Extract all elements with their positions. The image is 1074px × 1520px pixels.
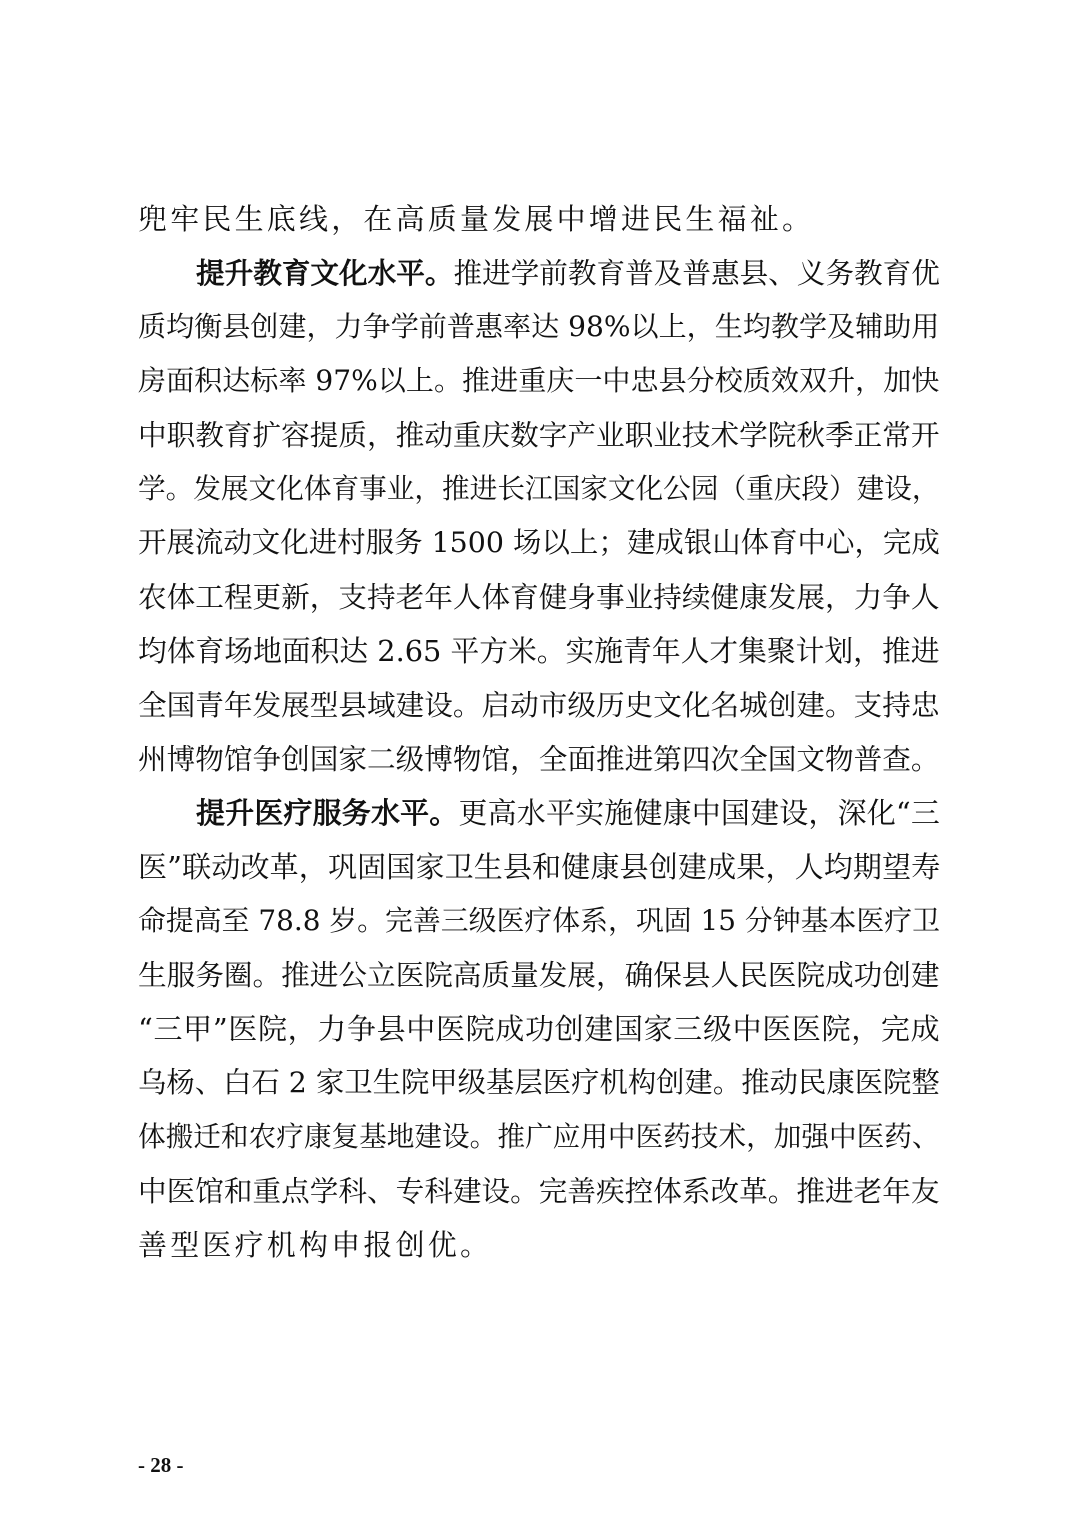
body-line-8: 农体工程更新，支持老年人体育健身事业持续健康发展，力争人 bbox=[138, 580, 940, 614]
body-line-9: 均体育场地面积达 2.65 平方米。实施青年人才集聚计划，推进 bbox=[138, 634, 940, 668]
page-number: - 28 - bbox=[138, 1453, 184, 1477]
heading-medical: 提升医疗服务水平。 bbox=[196, 796, 459, 830]
body-line-6: 学。发展文化体育事业，推进长江国家文化公园（重庆段）建设， bbox=[138, 472, 940, 505]
body-line-18: 体搬迁和农疗康复基地建设。推广应用中医药技术，加强中医药、 bbox=[138, 1120, 940, 1153]
paragraph-medical-first-line bbox=[138, 786, 940, 840]
body-line-1: 兜牢民生底线，在高质量发展中增进民生福祉。 bbox=[138, 202, 815, 236]
heading-education: 提升教育文化水平。 bbox=[196, 256, 454, 290]
body-line-4: 房面积达标率 97%以上。推进重庆一中忠县分校质效双升，加快 bbox=[138, 364, 940, 397]
document-body bbox=[138, 192, 940, 1272]
body-line-15: 生服务圈。推进公立医院高质量发展，确保县人民医院成功创建 bbox=[138, 958, 940, 992]
body-line-3: 质均衡县创建，力争学前普惠率达 98%以上，生均教学及辅助用 bbox=[138, 310, 940, 343]
body-line-11: 州博物馆争创国家二级博物馆，全面推进第四次全国文物普查。 bbox=[138, 742, 940, 776]
body-line-7: 开展流动文化进村服务 1500 场以上；建成银山体育中心，完成 bbox=[138, 526, 940, 559]
paragraph-medical-text: 更高水平实施健康中国建设，深化“三 bbox=[458, 796, 941, 830]
paragraph-education-text: 推进学前教育普及普惠县、义务教育优 bbox=[453, 256, 940, 290]
body-line-16: “三甲”医院，力争县中医院成功创建国家三级中医医院，完成 bbox=[138, 1012, 941, 1046]
body-line-14: 命提高至 78.8 岁。完善三级医疗体系，巩固 15 分钟基本医疗卫 bbox=[138, 904, 940, 937]
body-line-5: 中职教育扩容提质，推动重庆数字产业职业技术学院秋季正常开 bbox=[138, 418, 940, 452]
body-line-19: 中医馆和重点学科、专科建设。完善疾控体系改革。推进老年友 bbox=[138, 1174, 940, 1208]
body-line-17: 乌杨、白石 2 家卫生院甲级基层医疗机构创建。推动民康医院整 bbox=[138, 1066, 940, 1099]
body-line-20: 善型医疗机构申报创优。 bbox=[138, 1228, 493, 1262]
body-line-13: 医”联动改革，巩固国家卫生县和健康县创建成果，人均期望寿 bbox=[138, 850, 941, 884]
body-line-10: 全国青年发展型县域建设。启动市级历史文化名城创建。支持忠 bbox=[138, 688, 940, 722]
paragraph-education-first-line bbox=[138, 246, 940, 300]
